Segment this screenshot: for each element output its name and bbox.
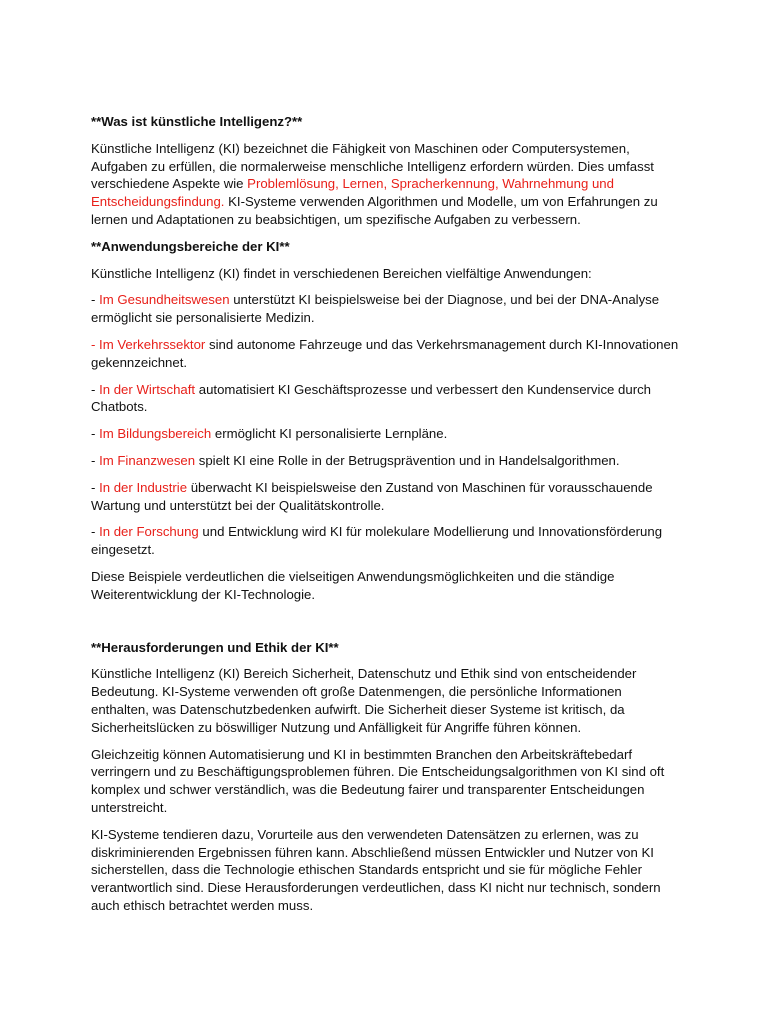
- section-spacer: [91, 613, 681, 639]
- paragraph-bias-responsibility: KI-Systeme tendieren dazu, Vorurteile aus den verwendeten Datensätzen zu erlernen, was zu diskriminierenden Ergebnissen führen kann. Abschließend müssen Entwickler und Nutzer von KI sicherstellen, dass die Technologie ethischen Standards entspricht und sie für mögliche Fehler verantwortlich sind. Diese Herausforderungen verdeutlichen, dass KI nicht nur technisch, sondern auch ethisch betrachtet werden muss.: [91, 826, 661, 913]
- list-prefix: -: [91, 381, 100, 397]
- section-heading-what-is-ai: **Was ist künstliche Intelligenz?**: [91, 114, 303, 129]
- highlighted-text: Im Finanzwesen: [99, 452, 196, 468]
- list-item-application: [91, 479, 681, 515]
- highlighted-text: Problemlösung, Lernen, Spracherkennung, Wahrnehmung und Entscheidungsfindung.: [91, 176, 614, 210]
- highlighted-text: In der Wirtschaft: [99, 381, 196, 397]
- list-prefix: -: [91, 452, 100, 468]
- paragraph-automation-employment: Gleichzeitig können Automatisierung und KI in bestimmten Branchen den Arbeitskräftebedarf verringern und zu Beschäftigungsproblemen führen. Die Entscheidungsalgorithmen von KI sind oft komplex und schwer verständlich, was die Bedeutung fairer und transparenter Entscheidungen unterstreicht.: [91, 746, 665, 815]
- list-item-application: [91, 425, 681, 443]
- list-prefix: -: [91, 426, 100, 442]
- highlighted-text: In der Forschung: [99, 524, 199, 540]
- text-span: automatisiert KI Geschäftsprozesse und verbessert den Kundenservice durch Chatbots.: [91, 381, 652, 415]
- list-prefix: -: [91, 479, 100, 495]
- text-span: spielt KI eine Rolle in der Betrugsprävention und in Handelsalgorithmen.: [195, 452, 620, 468]
- highlighted-text: - Im Verkehrssektor: [91, 336, 206, 352]
- paragraph-security-privacy: Künstliche Intelligenz (KI) Bereich Sicherheit, Datenschutz und Ethik sind von entscheidender Bedeutung. KI-Systeme verwenden oft große Datenmengen, die persönliche Informationen enthalten, was Datenschutzbedenken aufwirft. Die Sicherheit dieser Systeme ist kritisch, da Sicherheitslücken zu böswilliger Nutzung und Anfälligkeit für Angriffe führen können.: [91, 666, 637, 735]
- paragraph-applications-outro: Diese Beispiele verdeutlichen die vielseitigen Anwendungsmöglichkeiten und die ständige Weiterentwicklung der KI-Technologie.: [91, 568, 615, 602]
- highlighted-text: In der Industrie: [99, 479, 188, 495]
- text-span: KI-Systeme verwenden Algorithmen und Modelle, um von Erfahrungen zu lernen und Adaptationen zu beabsichtigen, um spezifische Aufgaben zu verbessern.: [91, 194, 658, 227]
- document-page: [91, 113, 681, 924]
- list-item-application: [91, 381, 681, 417]
- list-prefix: -: [91, 292, 100, 308]
- highlighted-text: Im Gesundheitswesen: [99, 292, 230, 308]
- text-span: sind autonome Fahrzeuge und das Verkehrsmanagement durch KI-Innovationen gekennzeichnet.: [91, 336, 679, 370]
- list-item-application: [91, 523, 681, 559]
- section-heading-applications: **Anwendungsbereiche der KI**: [91, 238, 290, 254]
- text-span: unterstützt KI beispielsweise bei der Diagnose, und bei der DNA-Analyse ermöglicht sie personalisierte Medizin.: [91, 292, 660, 326]
- highlighted-text: Im Bildungsbereich: [99, 426, 212, 442]
- text-span: überwacht KI beispielsweise den Zustand von Maschinen für vorausschauende Wartung und unterstützt bei der Qualitätskontrolle.: [91, 479, 653, 513]
- list-item-application: [91, 452, 681, 470]
- text-span: und Entwicklung wird KI für molekulare Modellierung und Innovationsförderung eingesetzt.: [91, 524, 663, 558]
- paragraph-definition: [91, 140, 681, 229]
- text-span: Künstliche Intelligenz (KI) bezeichnet die Fähigkeit von Maschinen oder Computersystemen, Aufgaben zu erfüllen, die normalerweise menschliche Intelligenz erfordern würden. Dies umfasst verschiedene Aspekte wie: [91, 140, 654, 192]
- paragraph-applications-intro: Künstliche Intelligenz (KI) findet in verschiedenen Bereichen vielfältige Anwendungen:: [91, 265, 592, 281]
- list-item-application: [91, 291, 681, 327]
- text-span: ermöglicht KI personalisierte Lernpläne.: [211, 426, 448, 442]
- list-prefix: -: [91, 524, 100, 540]
- list-item-application: [91, 336, 681, 372]
- section-heading-challenges-ethics: **Herausforderungen und Ethik der KI**: [91, 639, 339, 655]
